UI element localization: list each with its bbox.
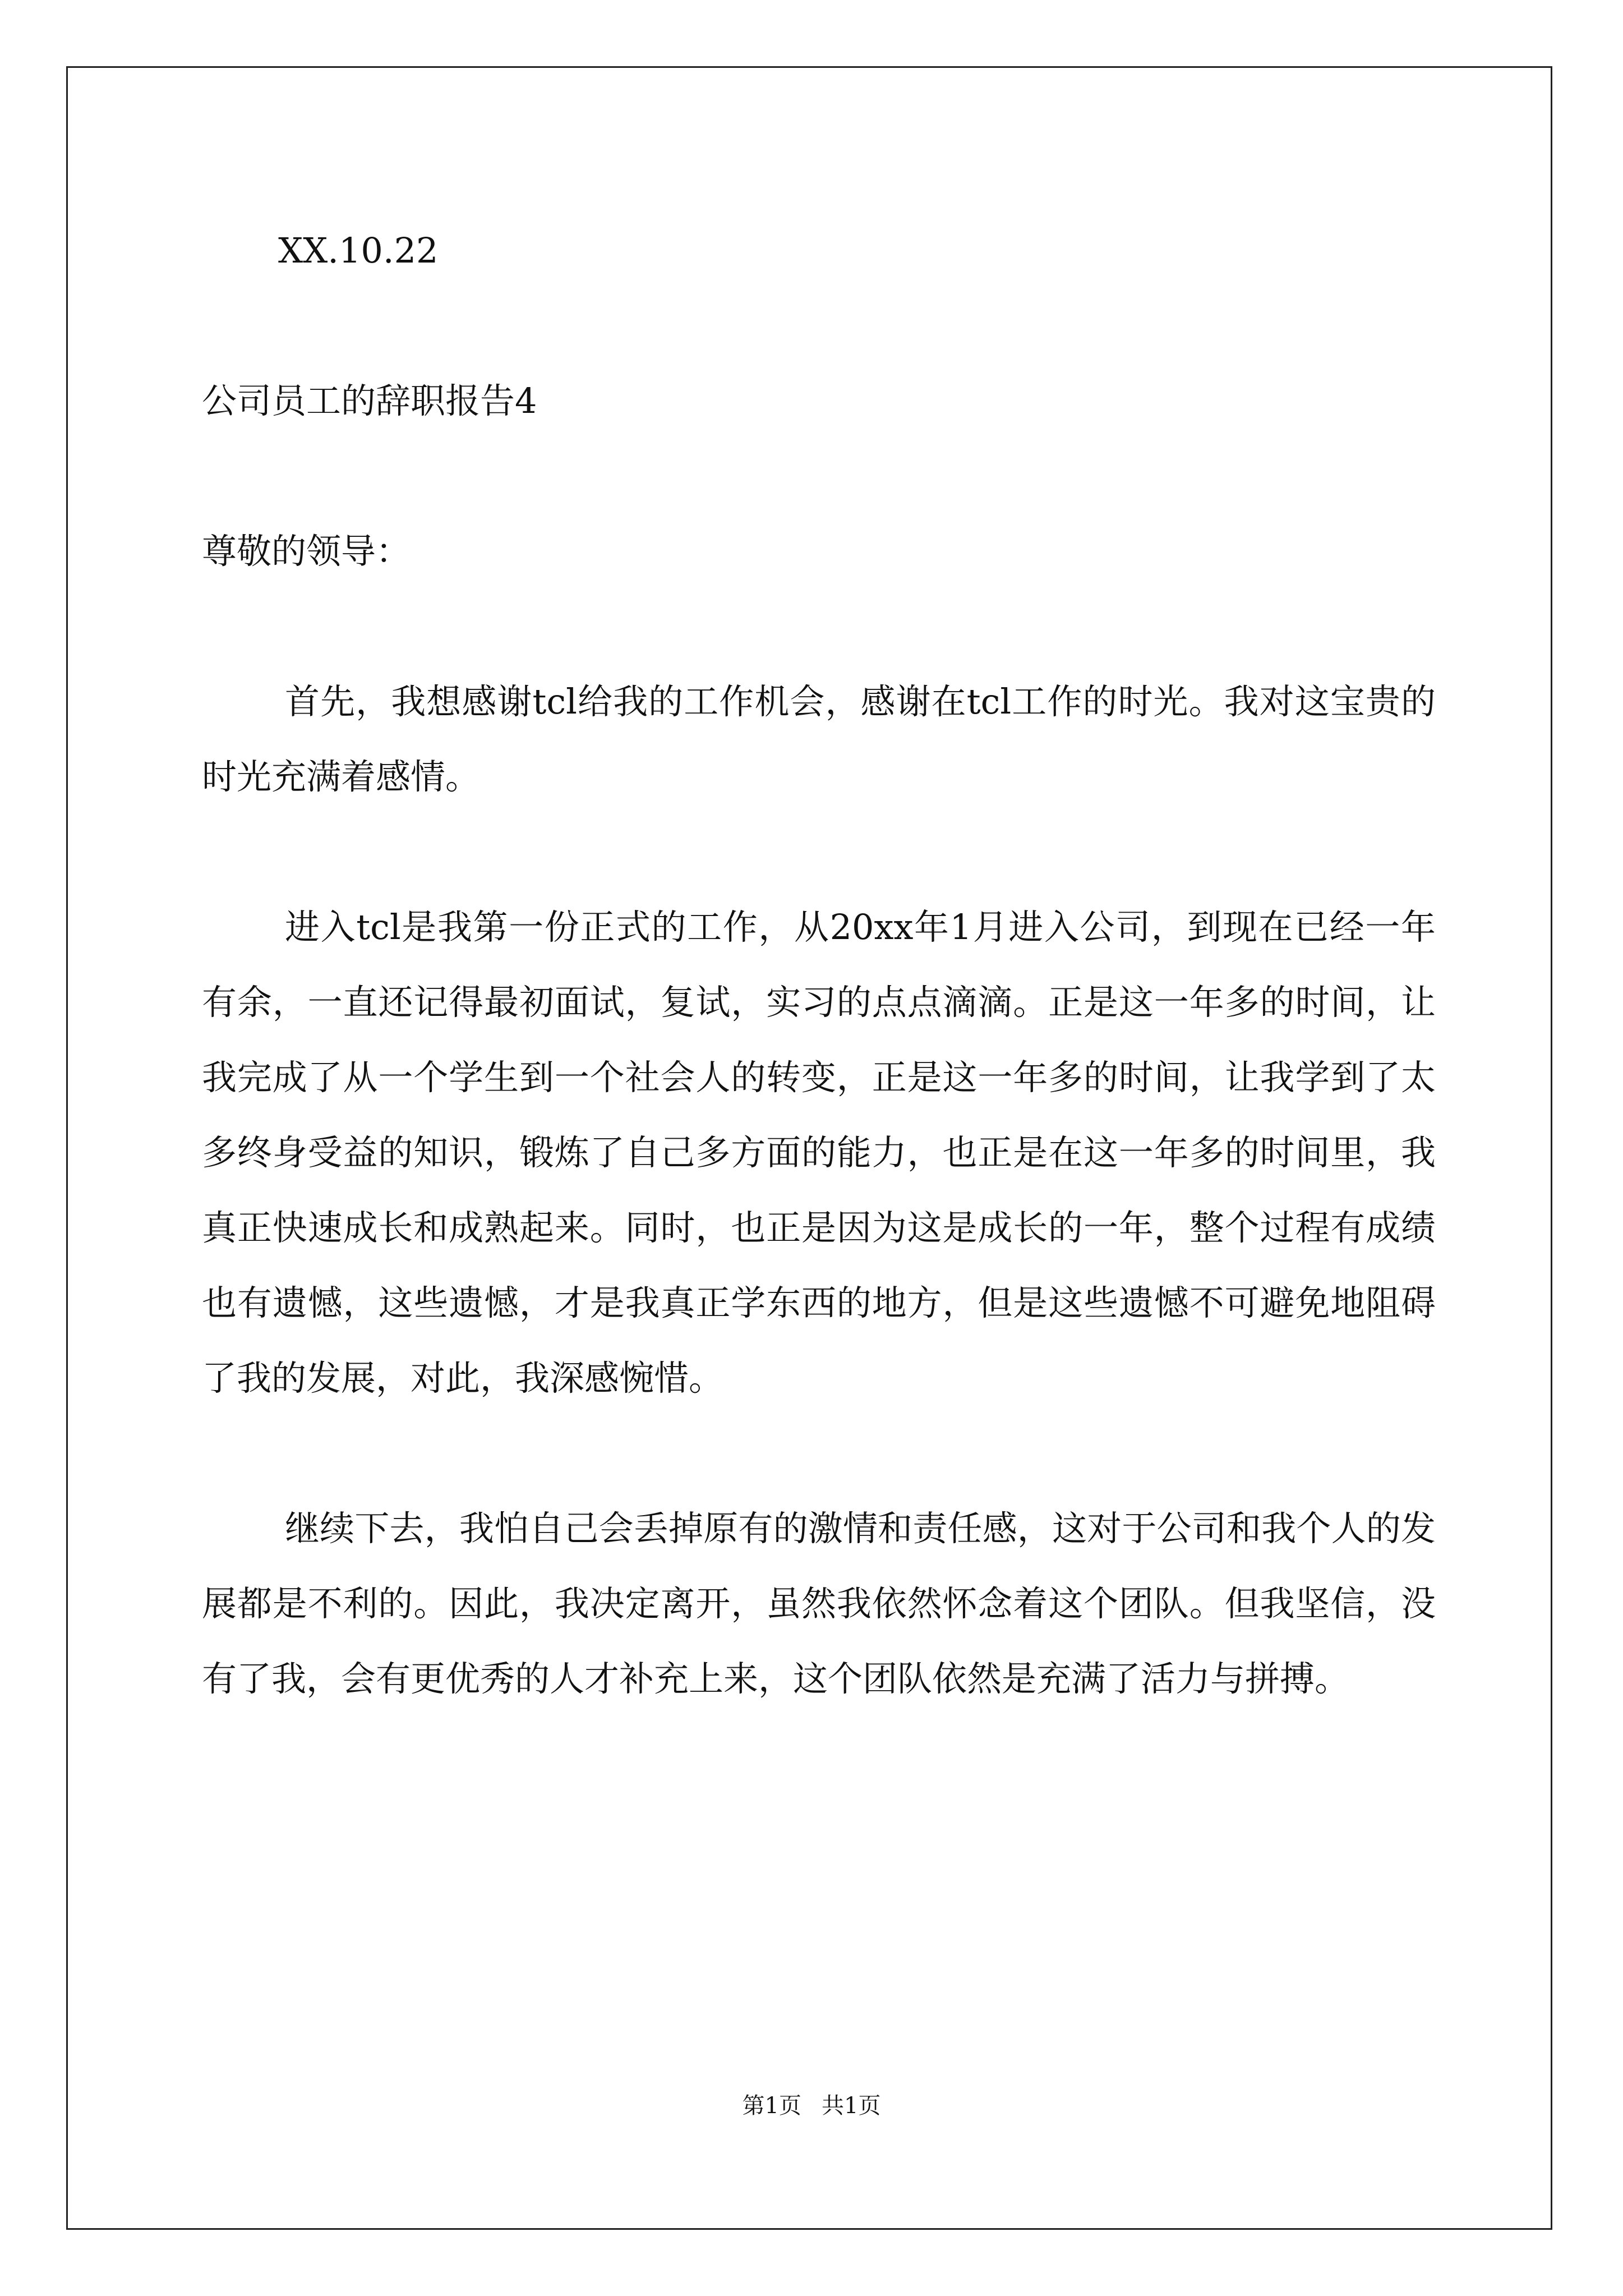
page-footer [0,2088,1623,2120]
page-total: 共1页 [822,2093,881,2119]
spacer [202,815,1436,890]
paragraph-1: 首先，我想感谢tcl给我的工作机会，感谢在tcl工作的时光。我对这宝贵的时光充满着感情。 [202,681,1436,797]
spacer [202,288,1436,364]
spacer [202,439,1436,514]
salutation: 尊敬的领导： [202,531,411,572]
paragraph-2: 进入tcl是我第一份正式的工作，从20xx年1月进入公司，到现在已经一年有余，一直还记得最初面试，复试，实习的点点滴滴。正是这一年多的时间，让我完成了从一个学生到一个社会人的转变，正是这一年多的时间，让我学到了太多终身受益的知识，锻炼了自己多方面的能力，也正是在这一年多的时间里，我真正快速成长和成熟起来。同时，也正是因为这是成长的一年，整个过程有成绩也有遗憾，这些遗憾，才是我真正学东西的地方，但是这些遗憾不可避免地阻碍了我的发展，对此，我深感惋惜。 [202,907,1436,1398]
spacer [202,589,1436,664]
paragraph-3: 继续下去，我怕自己会丢掉原有的激情和责任感，这对于公司和我个人的发展都是不利的。因此，我决定离开，虽然我依然怀念着这个团队。但我坚信，没有了我，会有更优秀的人才补充上来，这个团队依然是充满了活力与拼搏。 [202,1508,1436,1699]
spacer [202,1416,1436,1491]
document-date: XX.10.22 [278,230,439,271]
document-body [202,213,1436,1717]
page-number: 第1页 [742,2093,801,2119]
document-title: 公司员工的辞职报告4 [202,380,537,421]
